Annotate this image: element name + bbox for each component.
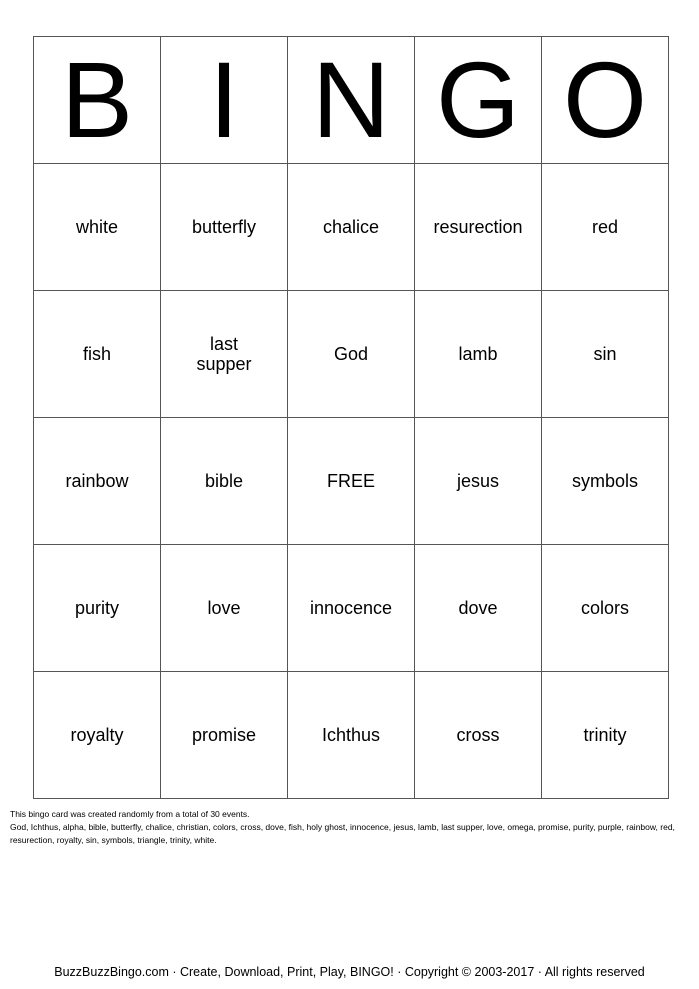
bingo-row-2: [34, 291, 669, 418]
bingo-cell: [542, 545, 669, 672]
cell-label: jesus: [456, 471, 500, 491]
bingo-cell: [415, 672, 542, 799]
note-summary: This bingo card was created randomly from a total of 30 events.: [10, 809, 250, 819]
free-space-label: FREE: [326, 471, 375, 491]
cell-label: Ichthus: [321, 725, 381, 745]
bingo-row-5: [34, 672, 669, 799]
cell-label: God: [333, 344, 369, 364]
footer-copyright: BuzzBuzzBingo.com · Create, Download, Print, Play, BINGO! · Copyright © 2003-2017 · All rights reserved: [54, 965, 645, 979]
bingo-cell: [161, 672, 288, 799]
cell-label: colors: [580, 598, 629, 618]
bingo-cell: [415, 291, 542, 418]
bingo-cell: [288, 164, 415, 291]
header-letter-b: B: [34, 37, 161, 164]
bingo-cell: [288, 672, 415, 799]
header-letter-g: G: [415, 37, 542, 164]
header-row: [34, 37, 669, 164]
generation-note: [10, 808, 690, 847]
cell-label: red: [591, 217, 618, 237]
bingo-cell: [34, 672, 161, 799]
cell-label: white: [75, 217, 119, 237]
cell-label: dove: [458, 598, 498, 618]
bingo-cell: [288, 291, 415, 418]
cell-label: symbols: [571, 471, 638, 491]
free-space-cell: [288, 418, 415, 545]
bingo-row-3: [34, 418, 669, 545]
bingo-cell: [415, 418, 542, 545]
cell-label: purity: [74, 598, 119, 618]
bingo-cell: [34, 418, 161, 545]
cell-label: royalty: [70, 725, 124, 745]
cell-label: lamb: [458, 344, 498, 364]
bingo-cell: [34, 545, 161, 672]
header-letter-o: O: [542, 37, 669, 164]
cell-label: chalice: [322, 217, 380, 237]
bingo-cell: [542, 418, 669, 545]
bingo-card: [33, 36, 669, 799]
cell-label: promise: [191, 725, 257, 745]
cell-label: fish: [82, 344, 111, 364]
bingo-cell: [542, 164, 669, 291]
note-event-list: God, Ichthus, alpha, bible, butterfly, chalice, christian, colors, cross, dove, fish, holy ghost, innocence, jesus, lamb, last supper, love, omega, promise, purity, purple, rainbow, red, resurection, royalty, sin, symbols, triangle, trinity, white.: [10, 822, 675, 845]
bingo-row-1: [34, 164, 669, 291]
bingo-cell: [542, 291, 669, 418]
cell-label: trinity: [583, 725, 627, 745]
cell-label: resurection: [433, 217, 523, 237]
bingo-cell: [288, 545, 415, 672]
cell-label: sin: [593, 344, 617, 364]
cell-label: butterfly: [191, 217, 257, 237]
cell-label: love: [207, 598, 241, 618]
bingo-cell: [34, 164, 161, 291]
cell-label: bible: [204, 471, 244, 491]
bingo-cell: [415, 545, 542, 672]
bingo-cell: [161, 164, 288, 291]
bingo-cell: [161, 291, 288, 418]
header-letter-n: N: [288, 37, 415, 164]
header-letter-i: I: [161, 37, 288, 164]
bingo-cell: [542, 672, 669, 799]
cell-label: innocence: [309, 598, 393, 618]
cell-label: cross: [456, 725, 500, 745]
bingo-cell: [34, 291, 161, 418]
bingo-cell: [415, 164, 542, 291]
bingo-row-4: [34, 545, 669, 672]
bingo-cell: [161, 545, 288, 672]
cell-label: last supper: [196, 334, 252, 374]
bingo-cell: [161, 418, 288, 545]
cell-label: rainbow: [65, 471, 129, 491]
